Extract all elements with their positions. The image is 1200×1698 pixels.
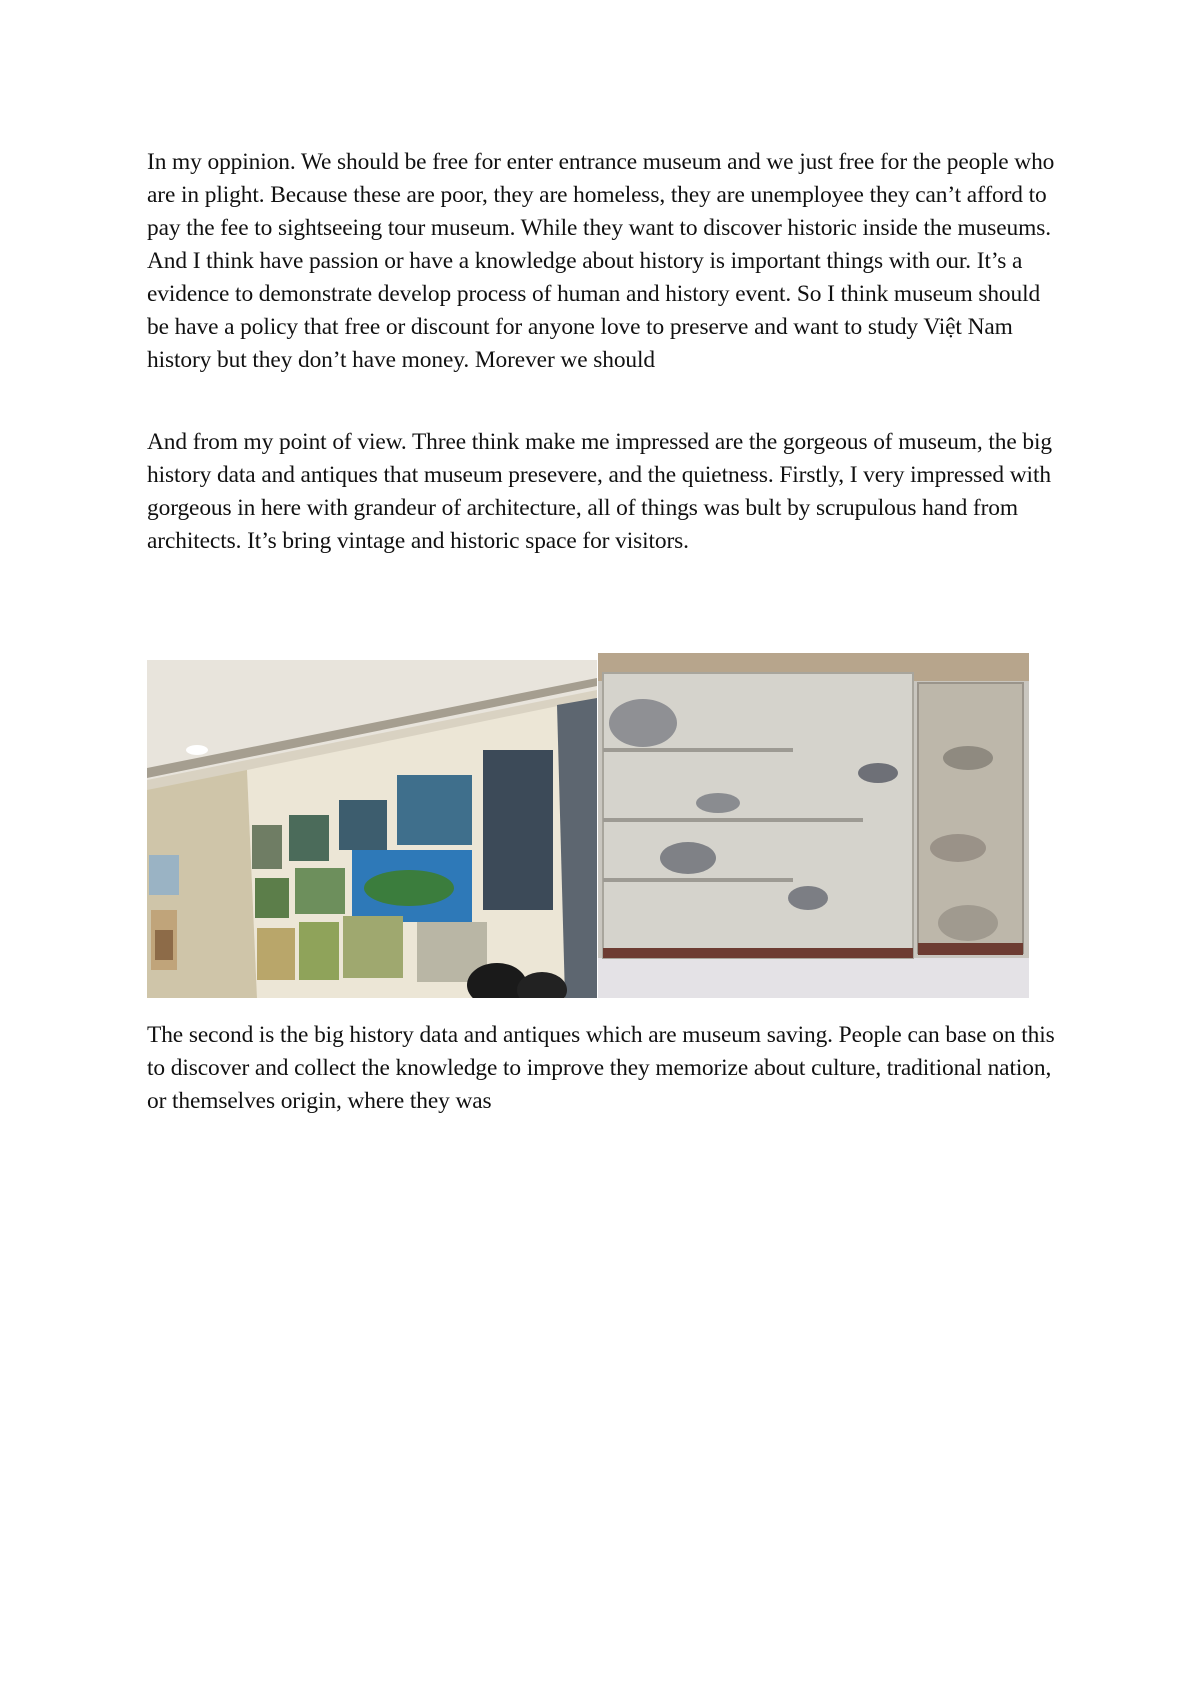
museum-wall-photo: [147, 660, 597, 998]
antique-display-case-photo: [598, 653, 1029, 998]
paragraph-history-data: The second is the big history data and antiques which are museum saving. People can base on this to discover and collect the knowledge to improve they memorize about culture, traditional nation, or themselves origin, where they was: [147, 1022, 1055, 1114]
paragraph-impressions: And from my point of view. Three think make me impressed are the gorgeous of museum, the big history data and antiques that museum presevere, and the quietness. Firstly, I very impressed with gorgeous in here with grandeur of architecture, all of things was bult by scrupulous hand from architects. It’s bring vintage and historic space for visitors.: [147, 429, 1052, 554]
paragraph-opinion: In my oppinion. We should be free for enter entrance museum and we just free for the people who are in plight. Because these are poor, they are homeless, they are unemployee they can’t afford to pay the fee to sightseeing tour museum. While they want to discover historic inside the museums. And I think have passion or have a knowledge about history is important things with our. It’s a evidence to demonstrate develop process of human and history event. So I think museum should be have a policy that free or discount for anyone love to preserve and want to study Việt Nam history but they don’t have money. Morever we should: [147, 149, 1055, 373]
